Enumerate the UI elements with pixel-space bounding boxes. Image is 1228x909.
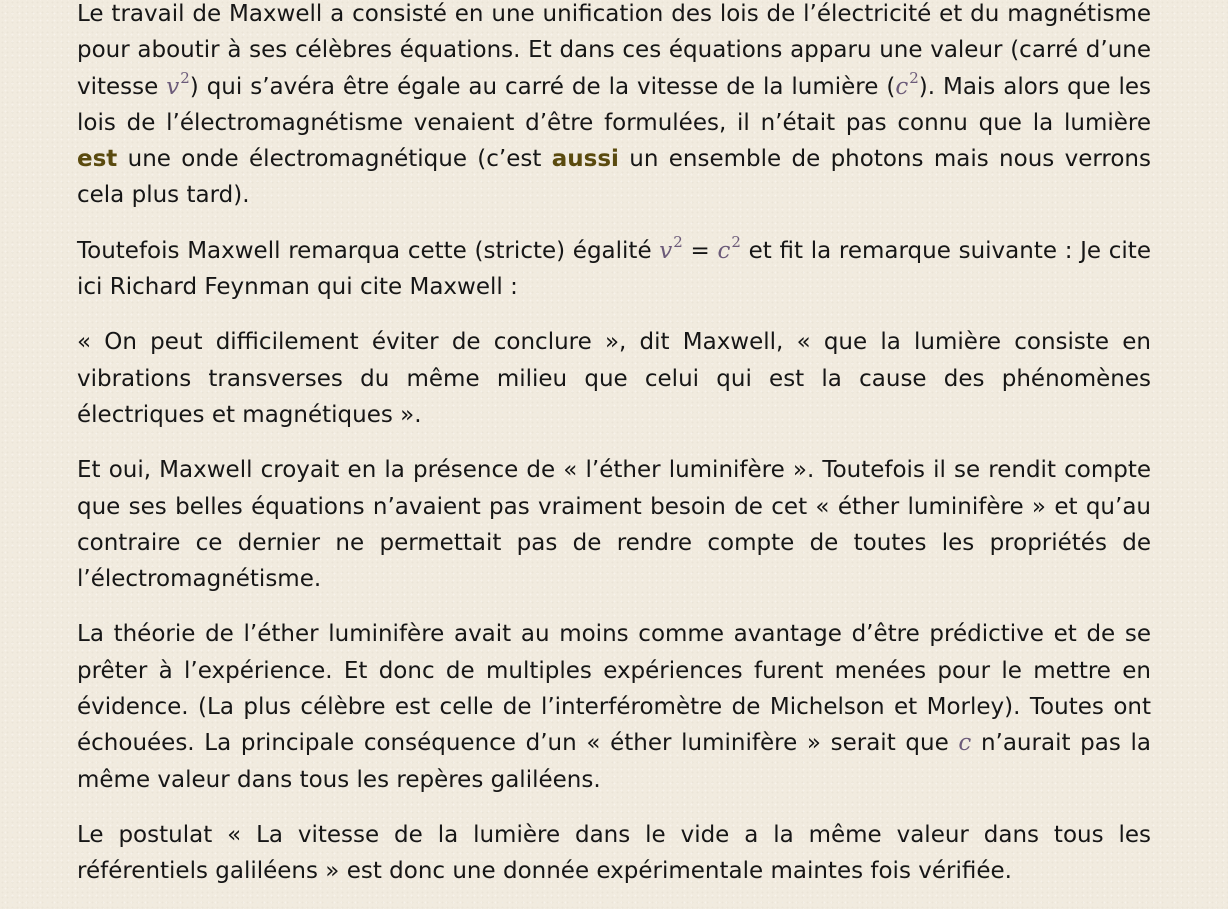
text-run: ) qui s’avéra être égale au carré de la vitesse de la lumière (	[189, 73, 896, 100]
text-run: et fit la remarque suivante : Je cite ici Richard Feynman qui cite Maxwell :	[77, 237, 1151, 301]
text-run: Le travail de Maxwell a consisté en une unification des lois de l’électricité et du magnétisme pour aboutir à ses célèbres équations. Et dans ces équations apparu une valeur (carré d’une vitesse	[77, 1, 1151, 100]
text-run: n’aurait pas la même valeur dans tous les repères galiléens.	[77, 730, 1151, 793]
math-expression	[717, 233, 741, 264]
math-variable: c	[895, 73, 909, 100]
math-expression	[895, 69, 919, 100]
text-run: ). Mais alors que les lois de l’électromagnétisme venaient d’être formulées, il n’était pas connu que la lumière	[77, 73, 1151, 136]
math-variable: c	[717, 237, 731, 264]
math-variable: v	[166, 73, 180, 100]
math-expression	[958, 730, 971, 756]
document-body	[77, 0, 1151, 909]
math-variable: c	[958, 730, 972, 757]
paragraph	[77, 233, 1151, 306]
math-exponent: 2	[731, 233, 741, 252]
paragraph	[77, 817, 1151, 890]
text-run: Toutefois Maxwell remarqua cette (stricte) égalité	[77, 237, 660, 264]
math-expression	[166, 69, 190, 100]
math-variable: v	[659, 237, 673, 264]
text-run: un ensemble de photons mais nous verrons cela plus tard).	[77, 146, 1151, 209]
paragraph	[77, 452, 1151, 597]
math-exponent: 2	[673, 233, 683, 252]
text-run: Et oui, Maxwell croyait en la présence de « l’éther luminifère ». Toutefois il se rendit compte que ses belles équations n’avaient pas vraiment besoin de cet « éther luminifère » et qu’au contraire ce dernier ne permettait pas de rendre compte de toutes les propriétés de l’électromagnétisme.	[77, 457, 1151, 593]
math-exponent: 2	[909, 69, 919, 88]
paragraph	[77, 0, 1151, 214]
text-run: « On peut difficilement éviter de conclure », dit Maxwell, « que la lumière consiste en vibrations transverses du même milieu que celui qui est la cause des phénomènes électriques et magnétiques ».	[77, 329, 1151, 428]
paragraph	[77, 324, 1151, 433]
paragraph	[77, 616, 1151, 797]
emphasis-text: aussi	[551, 146, 619, 173]
text-run: une onde électromagnétique (c’est	[117, 146, 552, 173]
emphasis-text: est	[77, 146, 118, 173]
text-run: Le postulat « La vitesse de la lumière dans le vide a la même valeur dans tous les référentiels galiléens » est donc une donnée expérimentale maintes fois vérifiée.	[77, 821, 1151, 885]
math-expression	[659, 233, 683, 264]
text-run: =	[682, 237, 718, 264]
text-run: La théorie de l’éther luminifère avait au moins comme avantage d’être prédictive et de se prêter à l’expérience. Et donc de multiples expériences furent menées pour le mettre en évidence. (La plus célèbre est celle de l’interféromètre de Michelson et Morley). Toutes ont échouées. La principale conséquence d’un « éther luminifère » serait que	[77, 621, 1151, 757]
math-exponent: 2	[180, 69, 190, 88]
